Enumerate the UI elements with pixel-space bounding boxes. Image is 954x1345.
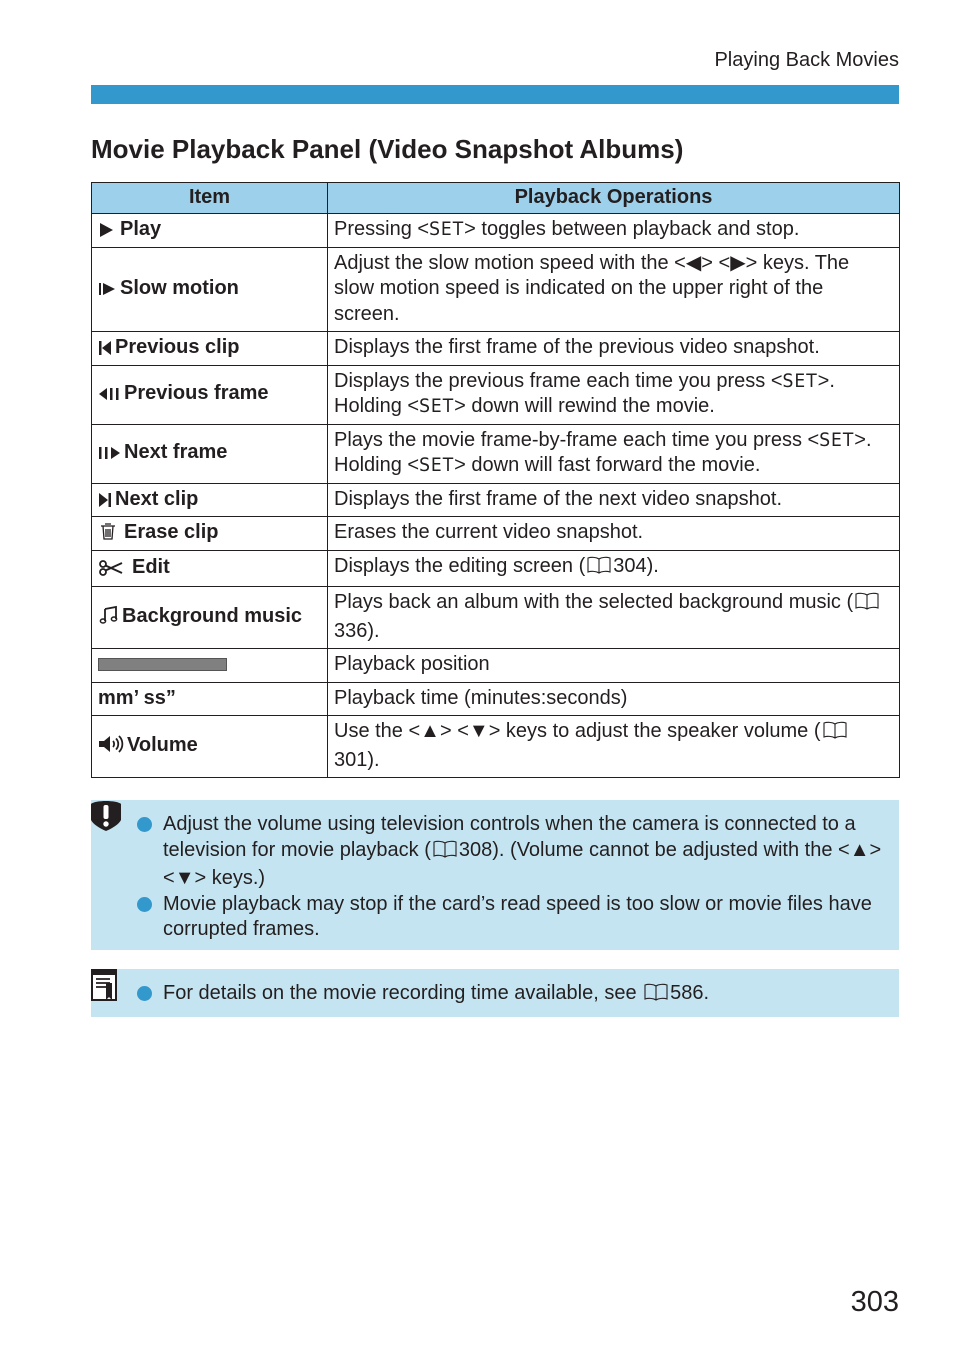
table-header-row: [92, 183, 900, 214]
table-row: [92, 424, 900, 483]
operation-cell: Pressing <SET> toggles between playback and stop.: [328, 214, 900, 248]
table-row: [92, 214, 900, 248]
trash-icon: [98, 520, 124, 546]
column-header-item: Item: [92, 183, 328, 214]
note-bullets: [163, 981, 889, 1010]
next-clip-icon: [98, 487, 115, 513]
page-reference: 308: [458, 838, 493, 861]
book-reference-icon: [586, 555, 612, 583]
table-row: [92, 483, 900, 517]
table-row: [92, 365, 900, 424]
item-label: Edit: [132, 556, 170, 578]
page-reference: 301: [334, 748, 368, 771]
item-cell: [92, 649, 328, 683]
page-reference: 586: [670, 982, 704, 1004]
table-row: [92, 332, 900, 366]
header-accent-bar: [91, 85, 899, 104]
column-header-operations: Playback Operations: [328, 183, 900, 214]
table-row: [92, 587, 900, 649]
operation-cell: Adjust the slow motion speed with the <◀> <▶> keys. The slow motion speed is indicated on the upper right of the screen.: [328, 247, 900, 332]
item-label: Erase clip: [124, 521, 219, 543]
down-arrow-key: ▼: [468, 720, 489, 742]
bullet-dot: [137, 817, 152, 832]
slow-motion-icon: [98, 276, 120, 302]
item-cell: [92, 365, 328, 424]
bullet-dot: [137, 986, 152, 1001]
item-label: Previous frame: [124, 382, 269, 405]
item-label: Next frame: [124, 441, 228, 464]
up-arrow-key: ▲: [849, 838, 870, 861]
table-row: [92, 550, 900, 587]
scissors-icon: [98, 555, 132, 581]
item-cell: [92, 424, 328, 483]
next-frame-icon: [98, 440, 124, 466]
set-button-glyph: SET: [782, 369, 818, 392]
list-item: For details on the movie recording time available, see 586.: [163, 981, 889, 1010]
caution-icon: [91, 800, 121, 832]
music-note-icon: [98, 604, 122, 630]
list-item: Movie playback may stop if the card’s read speed is too slow or movie files have corrupted frames.: [163, 892, 889, 943]
set-button-glyph: SET: [419, 454, 455, 476]
left-arrow-key: ◀: [685, 251, 702, 274]
item-cell: [92, 247, 328, 332]
down-arrow-key: ▼: [174, 867, 195, 889]
set-button-glyph: SET: [429, 218, 465, 240]
page-title: Movie Playback Panel (Video Snapshot Albums): [91, 134, 684, 164]
operation-cell: Erases the current video snapshot.: [328, 517, 900, 551]
operation-cell: Displays the editing screen ( 304).: [328, 550, 900, 587]
section-header: Playing Back Movies: [714, 49, 899, 71]
play-icon: [98, 217, 120, 243]
operation-cell: Use the <▲> <▼> keys to adjust the speaker volume (301).: [328, 716, 900, 778]
table-row: [92, 247, 900, 332]
operation-cell: Displays the first frame of the next video snapshot.: [328, 483, 900, 517]
item-label: Background music: [122, 605, 303, 628]
caution-box: [91, 800, 899, 950]
bullet-dot: [137, 897, 152, 912]
book-reference-icon: [432, 839, 458, 867]
item-cell: [92, 517, 328, 551]
book-reference-icon: [822, 720, 848, 748]
operation-cell: Displays the previous frame each time you press <SET>. Holding <SET> down will rewind the movie.: [328, 365, 900, 424]
page-number: 303: [850, 1286, 899, 1318]
item-cell: [92, 483, 328, 517]
speaker-icon: [98, 733, 127, 759]
item-cell: [92, 682, 328, 716]
book-reference-icon: [643, 982, 669, 1010]
table-row: [92, 716, 900, 778]
previous-frame-icon: [98, 381, 124, 407]
operation-cell: Displays the first frame of the previous video snapshot.: [328, 332, 900, 366]
playback-operations-table: [91, 182, 900, 778]
page-reference: 304: [613, 554, 647, 577]
up-arrow-key: ▲: [420, 720, 440, 742]
right-arrow-key: ▶: [730, 251, 746, 274]
operation-cell: Playback position: [328, 649, 900, 683]
operation-cell: Plays the movie frame-by-frame each time you press <SET>. Holding <SET> down will fast forward the movie.: [328, 424, 900, 483]
playback-position-bar: [98, 658, 227, 671]
item-cell: [92, 716, 328, 778]
list-item: Adjust the volume using television controls when the camera is connected to a television for movie playback ( 308). (Volume cannot be adjusted with the <▲> <▼> keys.): [163, 812, 889, 892]
note-box: [91, 969, 899, 1017]
item-label: Play: [120, 218, 162, 240]
item-cell: [92, 587, 328, 649]
previous-clip-icon: [98, 335, 115, 361]
item-label: mm’ ss”: [98, 686, 176, 709]
operation-cell: Playback time (minutes:seconds): [328, 682, 900, 716]
item-label: Slow motion: [120, 277, 239, 299]
item-label: Next clip: [115, 487, 199, 510]
operation-cell: Plays back an album with the selected background music (336).: [328, 587, 900, 649]
table-row: [92, 517, 900, 551]
table-row: [92, 649, 900, 683]
caution-bullets: [163, 812, 889, 943]
item-cell: [92, 332, 328, 366]
set-button-glyph: SET: [419, 395, 455, 417]
item-label: Previous clip: [115, 336, 240, 358]
item-cell: [92, 550, 328, 587]
item-cell: [92, 214, 328, 248]
table-row: [92, 682, 900, 716]
item-label: Volume: [127, 734, 198, 757]
set-button-glyph: SET: [819, 428, 855, 451]
memo-icon: [91, 969, 117, 1003]
page-reference: 336: [334, 619, 368, 642]
book-reference-icon: [854, 591, 880, 619]
